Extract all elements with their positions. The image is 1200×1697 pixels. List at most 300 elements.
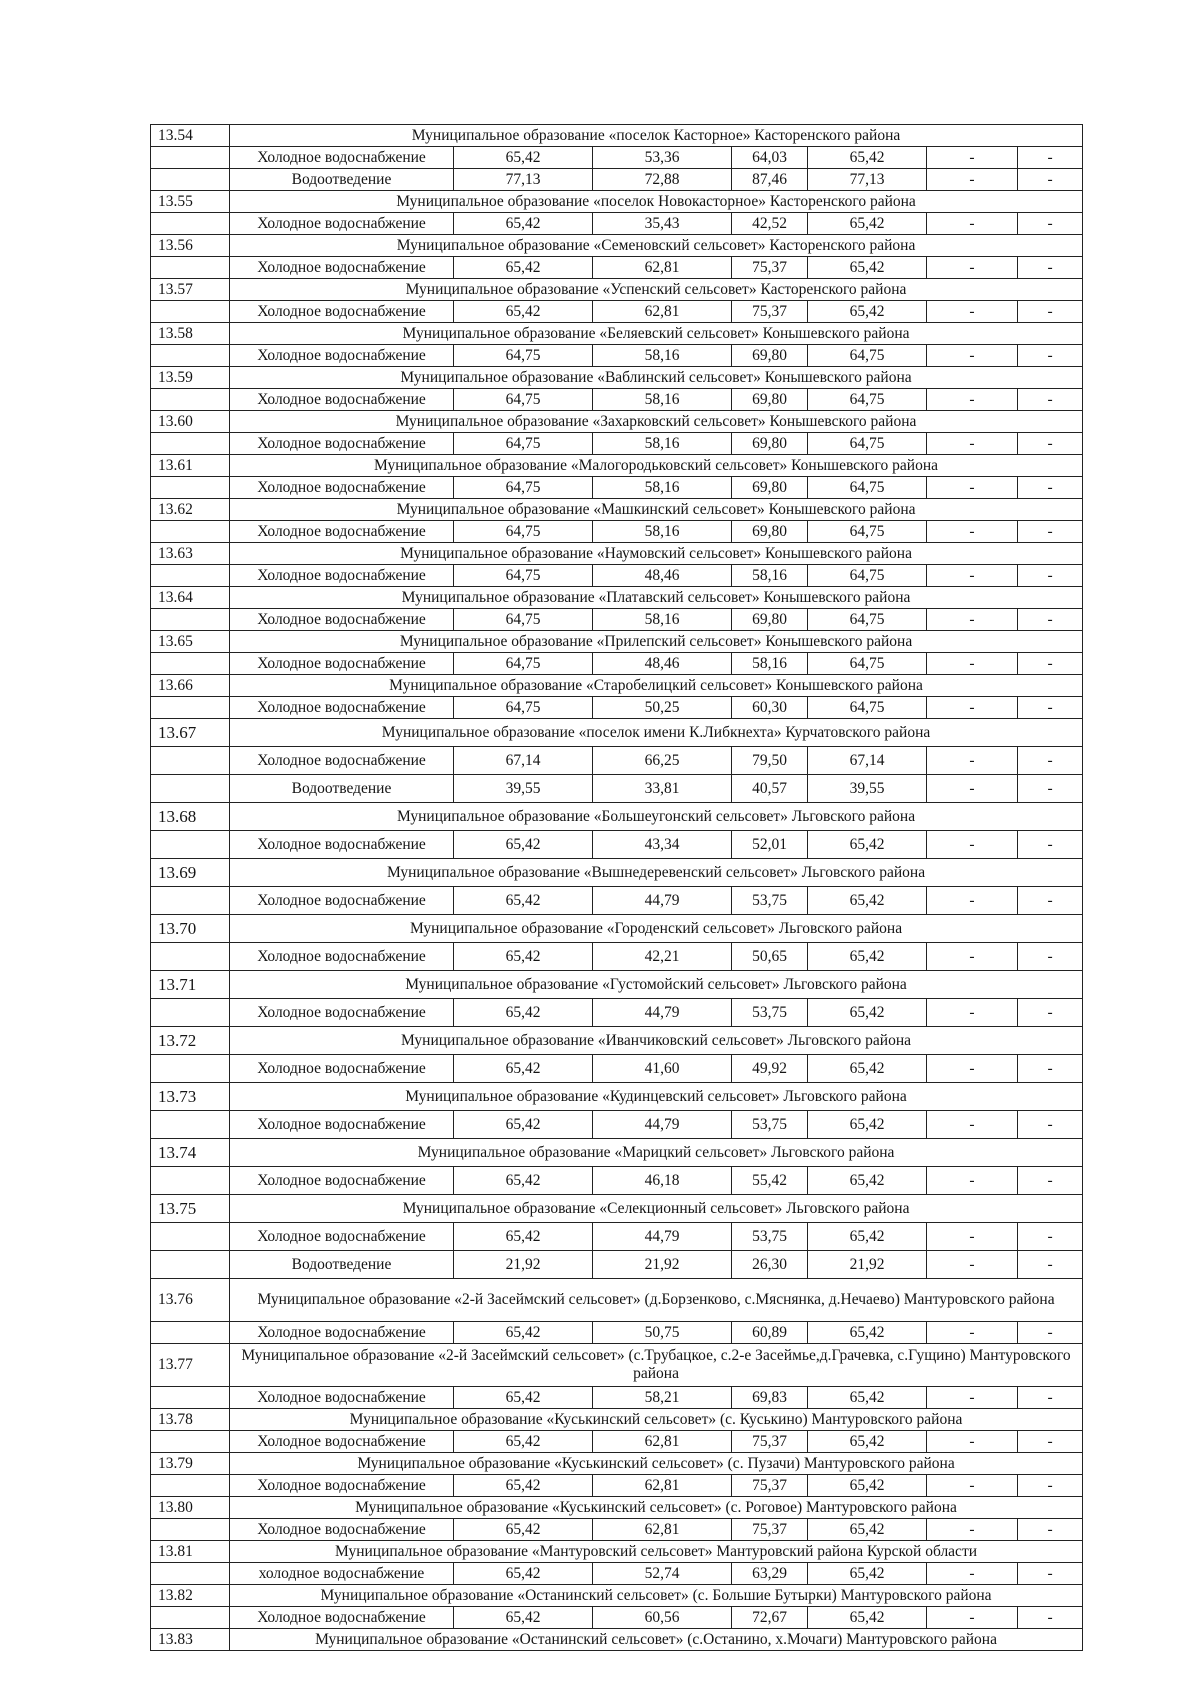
empty-number-cell (151, 1387, 230, 1409)
municipality-title: Муниципальное образование «Захарковский сельсовет» Конышевского района (230, 411, 1083, 433)
municipality-title: Муниципальное образование «Куськинский сельсовет» (с. Куськино) Мантуровского района (230, 1409, 1083, 1431)
tariff-value-cell: - (1018, 697, 1083, 719)
municipality-title: Муниципальное образование «Вышнедеревенский сельсовет» Льговского района (230, 859, 1083, 887)
tariff-value-cell: - (1018, 887, 1083, 915)
tariff-value-cell: 65,42 (454, 831, 593, 859)
tariff-value-cell: 60,89 (732, 1322, 808, 1344)
service-name: Холодное водоснабжение (230, 697, 454, 719)
municipality-title: Муниципальное образование «Городенский сельсовет» Льговского района (230, 915, 1083, 943)
section-header-row (151, 675, 1083, 697)
tariff-value-cell: 65,42 (454, 1055, 593, 1083)
tariff-value-cell: 65,42 (454, 1111, 593, 1139)
tariff-value-cell: 69,80 (732, 609, 808, 631)
tariff-value-cell: 69,80 (732, 389, 808, 411)
section-header-row (151, 125, 1083, 147)
tariff-value-cell: 65,42 (808, 1563, 927, 1585)
tariff-value-cell: 65,42 (808, 147, 927, 169)
service-name: Холодное водоснабжение (230, 609, 454, 631)
tariff-value-cell: - (927, 1167, 1018, 1195)
section-number: 13.65 (151, 631, 230, 653)
municipality-title: Муниципальное образование «Большеугонский сельсовет» Льговского района (230, 803, 1083, 831)
tariff-value-cell: - (927, 169, 1018, 191)
tariff-value-cell: - (927, 1251, 1018, 1279)
tariff-value-cell: - (1018, 775, 1083, 803)
section-number: 13.63 (151, 543, 230, 565)
municipality-title: Муниципальное образование «Прилепский сельсовет» Конышевского района (230, 631, 1083, 653)
table-row (151, 653, 1083, 675)
table-row (151, 1223, 1083, 1251)
tariff-value-cell: 48,46 (593, 653, 732, 675)
section-number: 13.60 (151, 411, 230, 433)
empty-number-cell (151, 1519, 230, 1541)
tariff-value-cell: 64,75 (454, 433, 593, 455)
tariff-value-cell: 64,75 (808, 345, 927, 367)
tariff-value-cell: 44,79 (593, 887, 732, 915)
empty-number-cell (151, 1607, 230, 1629)
tariff-value-cell: 75,37 (732, 301, 808, 323)
tariff-value-cell: 21,92 (454, 1251, 593, 1279)
tariff-value-cell: 64,75 (808, 653, 927, 675)
section-header-row (151, 1629, 1083, 1651)
empty-number-cell (151, 1322, 230, 1344)
tariff-value-cell: 75,37 (732, 1519, 808, 1541)
empty-number-cell (151, 147, 230, 169)
tariff-value-cell: 65,42 (808, 257, 927, 279)
municipality-title: Муниципальное образование «Куськинский сельсовет» (с. Пузачи) Мантуровского района (230, 1453, 1083, 1475)
section-number: 13.57 (151, 279, 230, 301)
tariff-value-cell: 21,92 (808, 1251, 927, 1279)
municipality-title: Муниципальное образование «поселок имени К.Либкнехта» Курчатовского района (230, 719, 1083, 747)
tariff-value-cell: 53,36 (593, 147, 732, 169)
table-row (151, 257, 1083, 279)
tariff-value-cell: - (1018, 831, 1083, 859)
tariff-value-cell: - (1018, 1322, 1083, 1344)
tariff-value-cell: 75,37 (732, 1431, 808, 1453)
municipality-title: Муниципальное образование «поселок Касторное» Касторенского района (230, 125, 1083, 147)
section-header-row (151, 915, 1083, 943)
tariff-value-cell: - (1018, 653, 1083, 675)
tariff-value-cell: 64,75 (454, 521, 593, 543)
tariff-value-cell: 62,81 (593, 301, 732, 323)
tariff-value-cell: 65,42 (454, 1607, 593, 1629)
service-name: Водоотведение (230, 775, 454, 803)
tariff-value-cell: 65,42 (808, 1055, 927, 1083)
tariff-value-cell: 65,42 (454, 1167, 593, 1195)
tariff-value-cell: - (927, 1519, 1018, 1541)
service-name: Холодное водоснабжение (230, 1387, 454, 1409)
section-number: 13.81 (151, 1541, 230, 1563)
tariff-value-cell: 58,16 (593, 345, 732, 367)
table-row (151, 565, 1083, 587)
table-row (151, 1519, 1083, 1541)
municipality-title: Муниципальное образование «Беляевский сельсовет» Конышевского района (230, 323, 1083, 345)
empty-number-cell (151, 1251, 230, 1279)
tariff-value-cell: 87,46 (732, 169, 808, 191)
municipality-title: Муниципальное образование «Останинский сельсовет» (с. Большие Бутырки) Мантуровского района (230, 1585, 1083, 1607)
tariff-value-cell: 64,75 (454, 389, 593, 411)
tariff-value-cell: - (927, 565, 1018, 587)
tariff-value-cell: 65,42 (808, 1223, 927, 1251)
municipality-title: Муниципальное образование «2-й Засеймский сельсовет» (с.Трубацкое, с.2-е Засеймье,д.Грачевка, с.Гущино) Мантуровского района (230, 1344, 1083, 1387)
section-number: 13.82 (151, 1585, 230, 1607)
municipality-title: Муниципальное образование «Марицкий сельсовет» Льговского района (230, 1139, 1083, 1167)
empty-number-cell (151, 747, 230, 775)
tariff-value-cell: 64,75 (454, 653, 593, 675)
table-row (151, 609, 1083, 631)
section-number: 13.59 (151, 367, 230, 389)
section-header-row (151, 455, 1083, 477)
service-name: холодное водоснабжение (230, 1563, 454, 1585)
tariff-value-cell: - (1018, 1167, 1083, 1195)
section-header-row (151, 719, 1083, 747)
tariff-value-cell: - (927, 831, 1018, 859)
tariff-value-cell: 65,42 (454, 1431, 593, 1453)
service-name: Холодное водоснабжение (230, 943, 454, 971)
tariff-value-cell: 64,75 (808, 389, 927, 411)
tariff-value-cell: - (927, 1607, 1018, 1629)
tariff-value-cell: 53,75 (732, 1111, 808, 1139)
municipality-title: Муниципальное образование «Останинский сельсовет» (с.Останино, х.Мочаги) Мантуровского района (230, 1629, 1083, 1651)
tariff-value-cell: 65,42 (454, 147, 593, 169)
tariff-value-cell: - (927, 213, 1018, 235)
service-name: Холодное водоснабжение (230, 521, 454, 543)
tariff-value-cell: 52,01 (732, 831, 808, 859)
empty-number-cell (151, 1055, 230, 1083)
section-number: 13.76 (151, 1279, 230, 1322)
tariff-value-cell: - (927, 1563, 1018, 1585)
service-name: Холодное водоснабжение (230, 301, 454, 323)
section-number: 13.55 (151, 191, 230, 213)
table-row (151, 1431, 1083, 1453)
service-name: Холодное водоснабжение (230, 213, 454, 235)
tariff-value-cell: 65,42 (808, 1475, 927, 1497)
municipality-title: Муниципальное образование «Ваблинский сельсовет» Конышевского района (230, 367, 1083, 389)
tariff-value-cell: - (1018, 1607, 1083, 1629)
tariff-value-cell: 65,42 (808, 1387, 927, 1409)
tariff-value-cell: 72,88 (593, 169, 732, 191)
tariff-value-cell: 55,42 (732, 1167, 808, 1195)
tariff-value-cell: 65,42 (808, 1111, 927, 1139)
tariff-value-cell: - (927, 653, 1018, 675)
table-row (151, 887, 1083, 915)
municipality-title: Муниципальное образование «Селекционный сельсовет» Льговского района (230, 1195, 1083, 1223)
service-name: Холодное водоснабжение (230, 147, 454, 169)
tariff-value-cell: - (927, 1111, 1018, 1139)
tariff-value-cell: 33,81 (593, 775, 732, 803)
tariff-value-cell: 65,42 (808, 213, 927, 235)
municipality-title: Муниципальное образование «2-й Засеймский сельсовет» (д.Борзенково, с.Мяснянка, д.Нечаево) Мантуровского района (230, 1279, 1083, 1322)
section-header-row (151, 411, 1083, 433)
tariff-value-cell: 65,42 (808, 1607, 927, 1629)
service-name: Холодное водоснабжение (230, 433, 454, 455)
section-number: 13.71 (151, 971, 230, 999)
section-number: 13.56 (151, 235, 230, 257)
municipality-title: Муниципальное образование «Кудинцевский сельсовет» Льговского района (230, 1083, 1083, 1111)
tariff-value-cell: 50,75 (593, 1322, 732, 1344)
section-number: 13.64 (151, 587, 230, 609)
section-header-row (151, 367, 1083, 389)
tariff-value-cell: - (927, 477, 1018, 499)
section-header-row (151, 323, 1083, 345)
section-header-row (151, 1027, 1083, 1055)
tariff-value-cell: 21,92 (593, 1251, 732, 1279)
tariff-value-cell: 67,14 (454, 747, 593, 775)
tariff-value-cell: - (927, 345, 1018, 367)
tariff-value-cell: 53,75 (732, 999, 808, 1027)
tariff-value-cell: 60,56 (593, 1607, 732, 1629)
table-row (151, 1167, 1083, 1195)
tariff-value-cell: - (927, 1387, 1018, 1409)
tariff-value-cell: - (1018, 1563, 1083, 1585)
tariff-value-cell: 75,37 (732, 257, 808, 279)
empty-number-cell (151, 1431, 230, 1453)
section-header-row (151, 1497, 1083, 1519)
tariff-value-cell: 65,42 (808, 1519, 927, 1541)
tariff-value-cell: 65,42 (454, 999, 593, 1027)
tariff-value-cell: 64,75 (808, 433, 927, 455)
tariff-value-cell: - (1018, 257, 1083, 279)
table-row (151, 1475, 1083, 1497)
tariff-value-cell: - (1018, 1475, 1083, 1497)
tariff-value-cell: - (927, 1223, 1018, 1251)
tariff-value-cell: - (1018, 747, 1083, 775)
tariff-value-cell: 62,81 (593, 1475, 732, 1497)
service-name: Холодное водоснабжение (230, 1431, 454, 1453)
tariff-value-cell: - (927, 521, 1018, 543)
tariff-value-cell: 72,67 (732, 1607, 808, 1629)
section-header-row (151, 971, 1083, 999)
service-name: Холодное водоснабжение (230, 1167, 454, 1195)
section-header-row (151, 1279, 1083, 1322)
municipality-title: Муниципальное образование «Старобелицкий сельсовет» Конышевского района (230, 675, 1083, 697)
tariff-value-cell: 65,42 (454, 301, 593, 323)
tariff-value-cell: - (927, 775, 1018, 803)
tariff-value-cell: 65,42 (454, 887, 593, 915)
tariff-value-cell: - (927, 943, 1018, 971)
tariff-value-cell: 42,21 (593, 943, 732, 971)
table-row (151, 1563, 1083, 1585)
empty-number-cell (151, 1563, 230, 1585)
empty-number-cell (151, 1111, 230, 1139)
tariff-value-cell: - (927, 1322, 1018, 1344)
tariff-value-cell: 65,42 (454, 943, 593, 971)
section-header-row (151, 859, 1083, 887)
tariff-value-cell: 62,81 (593, 1431, 732, 1453)
tariff-value-cell: - (927, 433, 1018, 455)
tariff-value-cell: - (927, 609, 1018, 631)
tariff-value-cell: 58,16 (732, 653, 808, 675)
tariff-value-cell: - (1018, 943, 1083, 971)
municipality-title: Муниципальное образование «Густомойский сельсовет» Льговского района (230, 971, 1083, 999)
table-row (151, 1251, 1083, 1279)
tariff-value-cell: 65,42 (808, 301, 927, 323)
service-name: Холодное водоснабжение (230, 1475, 454, 1497)
tariff-value-cell: 65,42 (808, 999, 927, 1027)
service-name: Холодное водоснабжение (230, 389, 454, 411)
tariff-value-cell: 65,42 (808, 831, 927, 859)
tariff-value-cell: 50,65 (732, 943, 808, 971)
tariff-value-cell: - (1018, 609, 1083, 631)
section-header-row (151, 235, 1083, 257)
empty-number-cell (151, 653, 230, 675)
table-body (151, 125, 1083, 1651)
tariff-value-cell: 41,60 (593, 1055, 732, 1083)
service-name: Холодное водоснабжение (230, 257, 454, 279)
municipality-title: Муниципальное образование «поселок Новокасторное» Касторенского района (230, 191, 1083, 213)
table-row (151, 943, 1083, 971)
tariff-value-cell: - (1018, 477, 1083, 499)
municipality-title: Муниципальное образование «Машкинский сельсовет» Конышевского района (230, 499, 1083, 521)
tariff-value-cell: - (927, 1475, 1018, 1497)
empty-number-cell (151, 697, 230, 719)
tariff-value-cell: 69,83 (732, 1387, 808, 1409)
table-row (151, 775, 1083, 803)
tariff-value-cell: 64,75 (808, 609, 927, 631)
tariff-value-cell: 77,13 (454, 169, 593, 191)
service-name: Холодное водоснабжение (230, 831, 454, 859)
service-name: Водоотведение (230, 169, 454, 191)
empty-number-cell (151, 1167, 230, 1195)
service-name: Холодное водоснабжение (230, 477, 454, 499)
tariff-value-cell: 62,81 (593, 257, 732, 279)
section-number: 13.67 (151, 719, 230, 747)
service-name: Водоотведение (230, 1251, 454, 1279)
table-row (151, 999, 1083, 1027)
tariff-value-cell: 69,80 (732, 345, 808, 367)
tariff-value-cell: 53,75 (732, 887, 808, 915)
tariff-value-cell: 64,75 (808, 477, 927, 499)
tariff-value-cell: 40,57 (732, 775, 808, 803)
section-header-row (151, 631, 1083, 653)
tariff-value-cell: 43,34 (593, 831, 732, 859)
tariff-value-cell: 49,92 (732, 1055, 808, 1083)
tariff-value-cell: 65,42 (454, 1563, 593, 1585)
tariff-value-cell: 39,55 (454, 775, 593, 803)
tariff-value-cell: 35,43 (593, 213, 732, 235)
tariff-value-cell: 53,75 (732, 1223, 808, 1251)
section-header-row (151, 803, 1083, 831)
table-row (151, 747, 1083, 775)
table-row (151, 1387, 1083, 1409)
tariff-value-cell: - (1018, 1251, 1083, 1279)
tariff-value-cell: 65,42 (808, 943, 927, 971)
municipality-title: Муниципальное образование «Семеновский сельсовет» Касторенского района (230, 235, 1083, 257)
tariff-value-cell: 44,79 (593, 1111, 732, 1139)
tariff-value-cell: 69,80 (732, 433, 808, 455)
tariff-value-cell: 64,75 (808, 565, 927, 587)
tariff-value-cell: 44,79 (593, 999, 732, 1027)
tariff-value-cell: - (927, 389, 1018, 411)
section-number: 13.58 (151, 323, 230, 345)
section-number: 13.66 (151, 675, 230, 697)
tariff-value-cell: - (927, 1431, 1018, 1453)
tariff-value-cell: 69,80 (732, 521, 808, 543)
table-row (151, 831, 1083, 859)
section-number: 13.54 (151, 125, 230, 147)
tariff-value-cell: - (1018, 1519, 1083, 1541)
service-name: Холодное водоснабжение (230, 1111, 454, 1139)
service-name: Холодное водоснабжение (230, 565, 454, 587)
service-name: Холодное водоснабжение (230, 653, 454, 675)
tariff-value-cell: - (1018, 521, 1083, 543)
tariff-value-cell: 64,75 (454, 345, 593, 367)
tariff-value-cell: - (927, 697, 1018, 719)
table-row (151, 345, 1083, 367)
table-row (151, 389, 1083, 411)
tariff-value-cell: 64,75 (454, 565, 593, 587)
table-row (151, 697, 1083, 719)
tariff-value-cell: 79,50 (732, 747, 808, 775)
empty-number-cell (151, 521, 230, 543)
tariff-value-cell: 65,42 (808, 1431, 927, 1453)
empty-number-cell (151, 257, 230, 279)
tariff-value-cell: 58,16 (593, 389, 732, 411)
tariff-value-cell: 67,14 (808, 747, 927, 775)
section-number: 13.79 (151, 1453, 230, 1475)
table-row (151, 477, 1083, 499)
tariff-value-cell: - (1018, 1055, 1083, 1083)
tariff-value-cell: 75,37 (732, 1475, 808, 1497)
table-row (151, 169, 1083, 191)
tariff-value-cell: 58,21 (593, 1387, 732, 1409)
section-header-row (151, 543, 1083, 565)
section-number: 13.78 (151, 1409, 230, 1431)
section-number: 13.70 (151, 915, 230, 943)
municipality-title: Муниципальное образование «Платавский сельсовет» Конышевского района (230, 587, 1083, 609)
empty-number-cell (151, 213, 230, 235)
tariff-value-cell: 65,42 (808, 887, 927, 915)
tariff-value-cell: - (927, 301, 1018, 323)
tariff-value-cell: - (927, 887, 1018, 915)
empty-number-cell (151, 565, 230, 587)
service-name: Холодное водоснабжение (230, 1055, 454, 1083)
tariff-value-cell: 46,18 (593, 1167, 732, 1195)
empty-number-cell (151, 943, 230, 971)
section-number: 13.72 (151, 1027, 230, 1055)
tariff-value-cell: - (1018, 1223, 1083, 1251)
tariff-value-cell: 65,42 (454, 1387, 593, 1409)
tariff-value-cell: 66,25 (593, 747, 732, 775)
section-number: 13.62 (151, 499, 230, 521)
section-header-row (151, 1344, 1083, 1387)
tariff-value-cell: - (1018, 1111, 1083, 1139)
section-header-row (151, 587, 1083, 609)
empty-number-cell (151, 169, 230, 191)
empty-number-cell (151, 887, 230, 915)
empty-number-cell (151, 433, 230, 455)
service-name: Холодное водоснабжение (230, 999, 454, 1027)
tariff-value-cell: 64,75 (454, 697, 593, 719)
empty-number-cell (151, 1223, 230, 1251)
service-name: Холодное водоснабжение (230, 1322, 454, 1344)
section-number: 13.73 (151, 1083, 230, 1111)
section-number: 13.69 (151, 859, 230, 887)
section-number: 13.68 (151, 803, 230, 831)
tariff-value-cell: 58,16 (593, 433, 732, 455)
section-number: 13.74 (151, 1139, 230, 1167)
tariff-value-cell: 44,79 (593, 1223, 732, 1251)
tariff-value-cell: - (927, 999, 1018, 1027)
section-number: 13.77 (151, 1344, 230, 1387)
tariff-value-cell: 42,52 (732, 213, 808, 235)
section-header-row (151, 499, 1083, 521)
tariff-value-cell: 65,42 (454, 213, 593, 235)
tariff-value-cell: 39,55 (808, 775, 927, 803)
municipality-title: Муниципальное образование «Куськинский сельсовет» (с. Роговое) Мантуровского района (230, 1497, 1083, 1519)
tariff-table (150, 124, 1083, 1651)
tariff-value-cell: - (1018, 389, 1083, 411)
table-row (151, 1607, 1083, 1629)
